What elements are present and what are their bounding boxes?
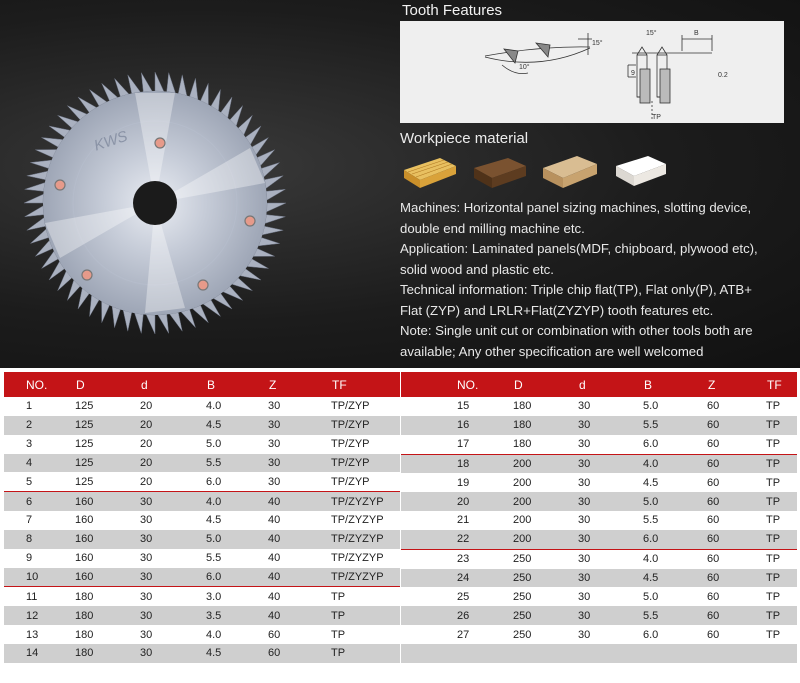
table-cell: 15 [401,397,513,416]
table-cell: 11 [4,587,75,606]
table-cell: 60 [707,530,766,549]
table-cell: 40 [268,568,331,587]
table-cell: 40 [268,492,331,511]
table-cell: 4 [4,454,75,473]
saw-tooth [146,315,155,334]
table-cell: 26 [401,606,513,625]
saw-tooth [102,83,118,100]
table-cell: 180 [75,606,140,625]
table-cell: 4.5 [643,569,707,588]
table-row [4,492,400,511]
saw-tooth [35,240,52,256]
header-z: Z [268,372,331,397]
table-cell: 6.0 [643,530,707,549]
table-cell: 7 [4,511,75,530]
table-cell: 60 [268,625,331,644]
table-cell [643,644,707,663]
table-cell: 13 [4,625,75,644]
table-row [401,549,797,568]
saw-tooth [181,310,195,328]
plastic-icon [612,152,670,192]
saw-tooth [25,183,45,192]
table-cell: 30 [268,435,331,454]
saw-blade-image [22,70,288,336]
table-row [4,644,400,663]
table-cell: 250 [513,625,578,644]
table-cell: TP [331,625,400,644]
table-cell: 10 [4,568,75,587]
table-cell: 21 [401,511,513,530]
header-d-outer: D [75,372,140,397]
table-cell: 60 [707,416,766,435]
table-cell: TP/ZYZYP [331,530,400,549]
table-row [4,625,400,644]
table-cell: 30 [578,569,643,588]
header-no: NO. [4,372,75,397]
saw-tooth [190,78,198,99]
table-cell: 200 [513,530,578,549]
table-cell: TP [766,416,797,435]
table-cell: 4.0 [643,454,707,473]
table-cell: TP [766,606,797,625]
table-cell: 200 [513,492,578,511]
table-cell: TP [766,549,797,568]
table-cell: 40 [268,511,331,530]
table-row [4,549,400,568]
table-cell: 4.0 [206,492,268,511]
table-row [4,397,400,416]
table-cell: 5.5 [643,511,707,530]
table-cell: 3.5 [206,606,268,625]
header-no: NO. [401,372,513,397]
table-cell: 60 [707,492,766,511]
table-cell: 180 [513,397,578,416]
saw-tooth [266,189,285,200]
table-row [401,416,797,435]
table-cell: 30 [578,397,643,416]
table-cell: 125 [75,454,140,473]
angle-label-1: 10° [519,64,530,71]
table-cell: TP [331,587,400,606]
table-cell: TP/ZYZYP [331,511,400,530]
table-cell: 30 [578,511,643,530]
header-d-bore: d [578,372,643,397]
table-row [401,397,797,416]
table-cell: 30 [268,454,331,473]
table-cell: 30 [578,435,643,454]
table-cell: 4.5 [206,644,268,663]
table-cell: 30 [578,530,643,549]
table-cell: 5 [4,472,75,491]
table-cell: 24 [401,569,513,588]
table-cell: 17 [401,435,513,454]
table-row [4,511,400,530]
table-cell: 20 [140,435,206,454]
table-cell: TP [766,587,797,606]
table-cell: 6.0 [206,568,268,587]
table-cell: 3.0 [206,587,268,606]
table-row [401,435,797,454]
table-cell: 30 [140,606,206,625]
table-cell: 125 [75,472,140,491]
header-d-outer: D [513,372,578,397]
table-cell: 25 [401,587,513,606]
table-cell: 180 [513,416,578,435]
table-cell: 160 [75,549,140,568]
table-cell [401,644,513,663]
table-cell: TP/ZYZYP [331,549,400,568]
width-label: B [694,30,699,37]
table-cell: 160 [75,492,140,511]
saw-tooth [112,306,120,327]
table-cell: 30 [578,625,643,644]
product-description [400,198,790,362]
note-line-2: available; Any other specification are well welcomed [400,343,704,359]
table-cell: 40 [268,606,331,625]
table-cell: 30 [140,530,206,549]
table-cell: 180 [75,644,140,663]
header-z: Z [707,372,766,397]
table-cell: 1 [4,397,75,416]
table-row [401,644,797,663]
table-cell: 4.5 [206,511,268,530]
technical-line-2: Flat (ZYP) and LRLR+Flat(ZYZYP) tooth features etc. [400,302,714,318]
brand-logo: KWS [91,127,130,155]
table-cell: 30 [140,549,206,568]
table-row [4,530,400,549]
table-cell: 16 [401,416,513,435]
saw-tooth [267,203,286,212]
table-cell: 9 [4,549,75,568]
table-cell: TP [766,625,797,644]
table-cell: 30 [140,492,206,511]
table-cell: 60 [707,397,766,416]
table-cell [513,644,578,663]
laminated-panel-icon [400,152,458,192]
table-cell: 160 [75,568,140,587]
table-cell: 60 [707,569,766,588]
angle-label-2: 15° [592,40,603,47]
saw-tooth [135,313,144,333]
application-line-2: solid wood and plastic etc. [400,261,554,277]
application-line-1: Application: Laminated panels(MDF, chipboard, plywood etc), [400,241,758,256]
table-cell: 5.5 [643,416,707,435]
table-cell: 60 [707,625,766,644]
table-cell: 22 [401,530,513,549]
table-cell: 3 [4,435,75,454]
saw-tooth [30,160,51,168]
table-cell: 19 [401,473,513,492]
table-cell: 250 [513,569,578,588]
table-cell: 30 [140,511,206,530]
table-row [401,530,797,549]
table-cell: TP [766,473,797,492]
table-cell: 30 [578,587,643,606]
table-cell [707,644,766,663]
table-cell: TP/ZYP [331,397,400,416]
table-cell: TP [766,569,797,588]
table-cell: 20 [140,454,206,473]
table-row [401,473,797,492]
table-row [401,454,797,473]
table-row [401,511,797,530]
table-cell: 60 [707,435,766,454]
table-cell: 40 [268,587,331,606]
table-cell: 5.5 [206,549,268,568]
table-cell: 30 [578,492,643,511]
table-cell: 5.0 [206,435,268,454]
table-cell: 60 [707,473,766,492]
table-cell: 6 [4,492,75,511]
table-cell: 30 [578,473,643,492]
table-cell: 27 [401,625,513,644]
table-cell: 30 [578,549,643,568]
table-cell: TP/ZYP [331,472,400,491]
table-cell: 6.0 [643,435,707,454]
table-cell: 60 [268,644,331,663]
table-cell: 60 [707,606,766,625]
saw-tooth [27,218,46,231]
table-cell: 250 [513,549,578,568]
table-row [401,587,797,606]
table-cell: 20 [401,492,513,511]
table-cell: TP [766,435,797,454]
header-b: B [643,372,707,397]
table-cell: 180 [75,625,140,644]
saw-tooth [262,163,280,177]
table-header-row [401,372,797,397]
saw-tooth [167,73,176,93]
saw-tooth [24,194,43,203]
table-row [4,435,400,454]
table-row [401,606,797,625]
table-row [4,472,400,491]
table-cell: 8 [4,530,75,549]
saw-tooth [30,229,48,243]
table-cell [578,644,643,663]
table-cell: 5.0 [643,397,707,416]
table-cell: 30 [140,644,206,663]
table-cell: 200 [513,473,578,492]
table-cell: TP/ZYZYP [331,492,400,511]
table-row [401,569,797,588]
saw-tooth [115,78,129,96]
table-cell: 5.5 [643,606,707,625]
table-cell: 160 [75,530,140,549]
saw-tooth [258,238,279,246]
header-b: B [206,372,268,397]
table-cell: 5.0 [206,530,268,549]
table-cell: 4.0 [643,549,707,568]
table-cell: TP [331,644,400,663]
table-cell: 60 [707,587,766,606]
saw-tooth [27,171,48,180]
workpiece-title: Workpiece material [400,130,529,147]
angle-label-3: 15° [646,30,657,37]
table-cell [766,644,797,663]
table-cell: TP [766,530,797,549]
table-cell: 30 [140,625,206,644]
saw-tooth [262,226,283,235]
table-cell: 125 [75,416,140,435]
table-cell: 20 [140,472,206,491]
header-tf: TF [331,372,400,397]
table-cell: 4.5 [206,416,268,435]
table-cell: TP/ZYP [331,435,400,454]
table-cell: 60 [707,511,766,530]
chamfer-label: 0.2 [718,72,728,79]
spec-table-right [401,372,797,663]
chipboard-icon [541,152,599,192]
saw-tooth [123,310,132,331]
table-row [4,568,400,587]
table-cell: 5.0 [643,492,707,511]
table-cell: 40 [268,549,331,568]
note-line-1: Note: Single unit cut or combination with other tools both are [400,323,753,338]
table-cell: 60 [707,549,766,568]
saw-tooth [141,73,152,92]
table-cell: 250 [513,587,578,606]
solid-wood-icon [470,152,528,192]
table-row [401,625,797,644]
table-cell: 30 [268,472,331,491]
table-cell: 30 [268,397,331,416]
saw-tooth [257,150,274,166]
saw-tooth [25,206,44,217]
table-cell: TP [766,454,797,473]
saw-tooth [265,215,285,224]
saw-tooth [128,75,141,94]
table-cell: 18 [401,454,513,473]
table-cell: 6.0 [643,625,707,644]
table-row [4,454,400,473]
table-cell: 23 [401,549,513,568]
table-cell: TP/ZYZYP [331,568,400,587]
tooth-features-diagram [400,21,784,123]
table-cell: TP [766,492,797,511]
table-cell: 30 [578,416,643,435]
tooth-type-label: TP [652,114,661,121]
spec-table-left [4,372,400,663]
table-cell: TP [766,397,797,416]
table-cell: 4.0 [206,625,268,644]
machines-line-2: double end milling machine etc. [400,220,585,236]
machines-line-1: Machines: Horizontal panel sizing machines, slotting device, [400,200,752,215]
table-cell: 5.0 [643,587,707,606]
technical-line-1: Technical information: Triple chip flat(TP), Flat only(P), ATB+ [400,282,752,297]
table-cell: 2 [4,416,75,435]
table-cell: 20 [140,397,206,416]
table-cell: 180 [75,587,140,606]
table-cell: TP/ZYP [331,454,400,473]
table-cell: 30 [578,454,643,473]
table-cell: 125 [75,397,140,416]
saw-tooth [155,72,164,91]
table-cell: TP [331,606,400,625]
height-label: 9 [631,70,635,77]
saw-tooth [192,305,208,322]
table-cell: 30 [140,587,206,606]
table-cell: 250 [513,606,578,625]
table-cell: 180 [513,435,578,454]
table-cell: 40 [268,530,331,549]
saw-tooth [158,314,169,333]
table-header-row [4,372,400,397]
table-cell: TP [766,511,797,530]
saw-tooth [265,176,284,189]
saw-tooth [170,313,183,332]
table-cell: 14 [4,644,75,663]
table-cell: 4.5 [643,473,707,492]
table-cell: TP/ZYP [331,416,400,435]
table-row [4,587,400,606]
table-cell: 30 [268,416,331,435]
table-cell: 12 [4,606,75,625]
tooth-features-title: Tooth Features [402,2,503,19]
table-cell: 125 [75,435,140,454]
table-row [4,606,400,625]
table-cell: 30 [140,568,206,587]
table-cell: 160 [75,511,140,530]
header-d-bore: d [140,372,206,397]
table-cell: 200 [513,511,578,530]
table-cell: 6.0 [206,472,268,491]
table-row [4,416,400,435]
table-cell: 60 [707,454,766,473]
header-tf: TF [766,372,797,397]
table-cell: 5.5 [206,454,268,473]
table-cell: 30 [578,606,643,625]
table-cell: 4.0 [206,397,268,416]
table-row [401,492,797,511]
table-cell: 200 [513,454,578,473]
table-cell: 20 [140,416,206,435]
saw-tooth [178,75,187,96]
